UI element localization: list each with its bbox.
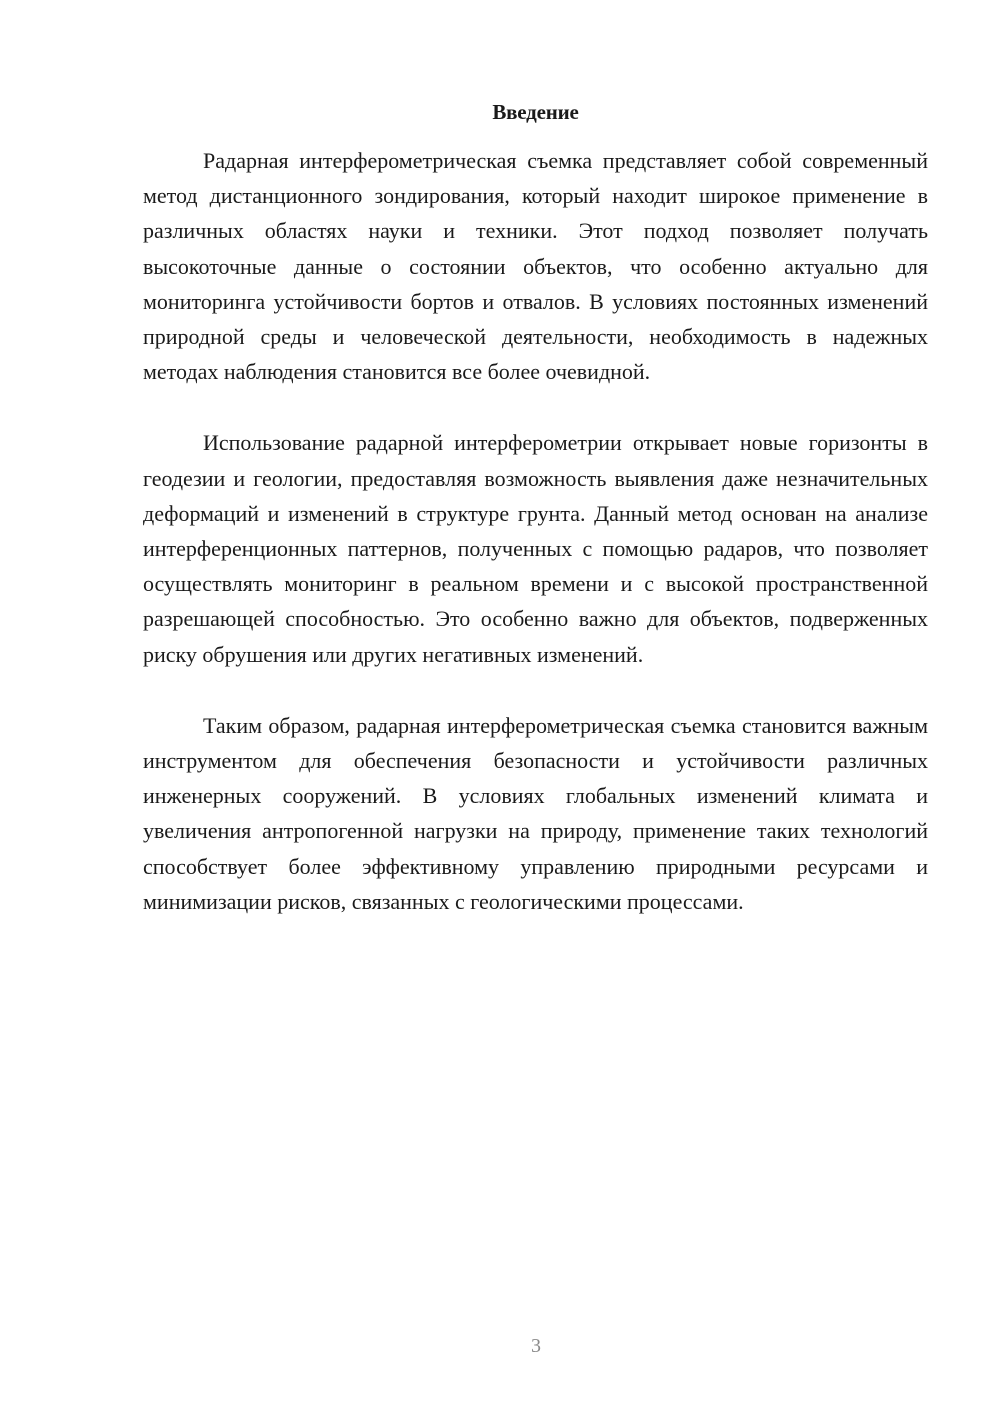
paragraph-1: Радарная интерферометрическая съемка представляет собой современный метод дистанционного зондирования, который находит широкое применение в различных областях науки и техники. Этот подход позволяет получать высокоточные данные о состоянии объектов, что особенно актуально для мониторинга устойчивости бортов и отвалов. В условиях постоянных изменений природной среды и человеческой деятельности, необходимость в надежных методах наблюдения становится все более очевидной.: [143, 148, 928, 385]
paragraph-3: Таким образом, радарная интерферометрическая съемка становится важным инструментом для обеспечения безопасности и устойчивости различных инженерных сооружений. В условиях глобальных изменений климата и увеличения антропогенной нагрузки на природу, применение таких технологий способствует более эффективному управлению природными ресурсами и минимизации рисков, связанных с геологическими процессами.: [143, 712, 928, 914]
page-title: Введение: [492, 100, 579, 124]
page-number: 3: [531, 1335, 541, 1357]
paragraph-2: Использование радарной интерферометрии открывает новые горизонты в геодезии и геологии, предоставляя возможность выявления даже незначительных деформаций и изменений в структуре грунта. Данный метод основан на анализе интерференционных паттернов, полученных с помощью радаров, что позволяет осуществлять мониторинг в реальном времени и с высокой пространственной разрешающей способностью. Это особенно важно для объектов, подверженных риску обрушения или других негативных изменений.: [143, 430, 928, 667]
body-text: [143, 143, 928, 955]
